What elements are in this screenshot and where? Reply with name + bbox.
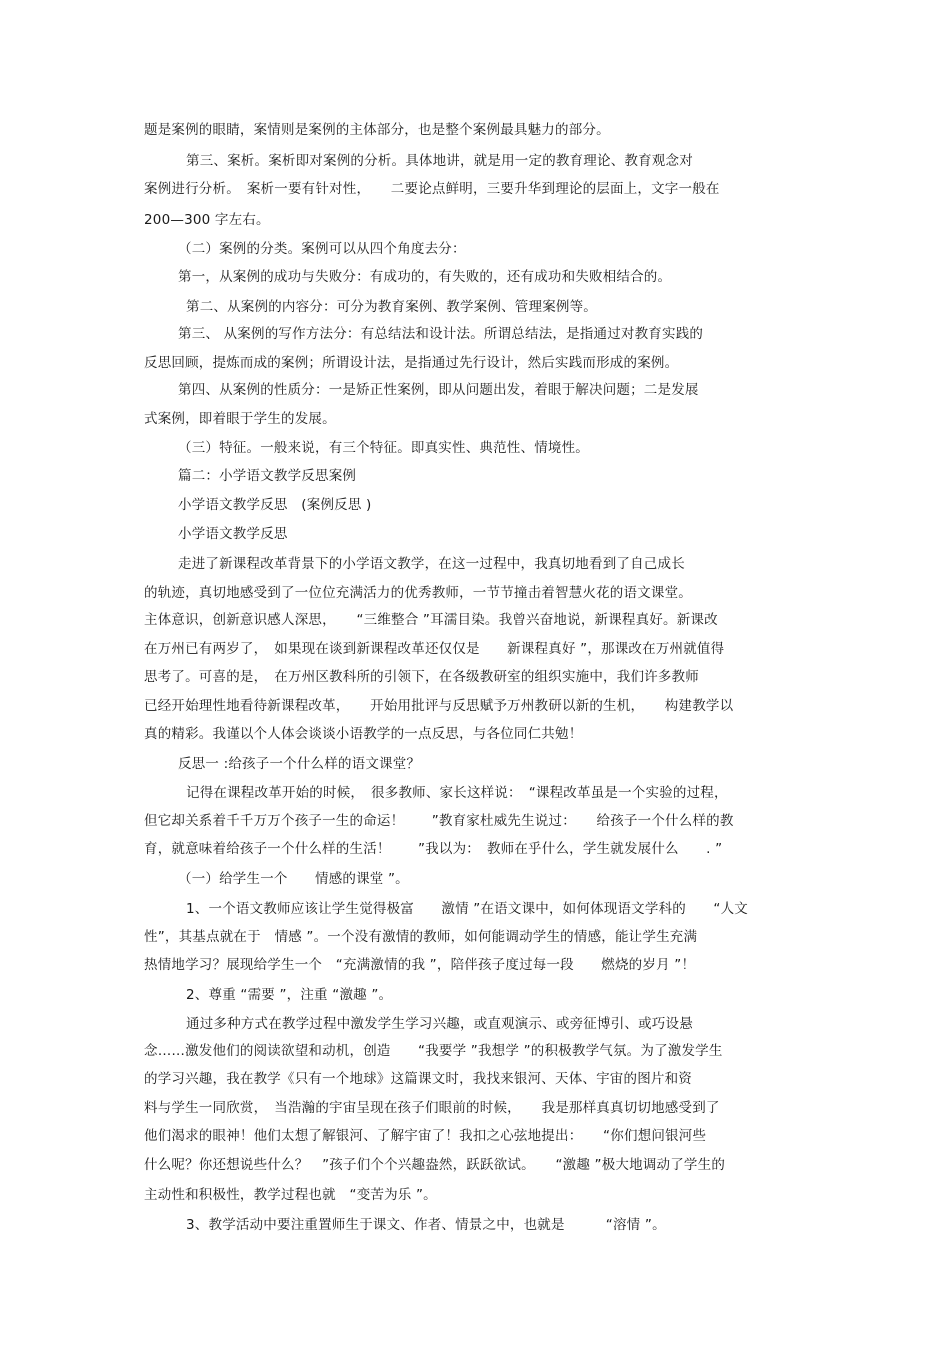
text-line: 反思回顾，提炼而成的案例；所谓设计法，是指通过先行设计，然后实践而形成的案例。	[144, 355, 679, 371]
text-line: 主动性和积极性，教学过程也就 “变苦为乐 ”。	[144, 1187, 437, 1203]
text-line: 主体意识，创新意识感人深思， “三维整合 ”耳濡目染。我曾兴奋地说，新课程真好。新课改	[144, 612, 718, 628]
text-line: 案例进行分析。 案析一要有针对性， 二要论点鲜明，三要升华到理论的层面上，文字一般在	[144, 181, 720, 197]
text-line: 第三、 从案例的写作方法分：有总结法和设计法。所谓总结法，是指通过对教育实践的	[178, 326, 704, 342]
text-line: 的轨迹，真切地感受到了一位位充满活力的优秀教师，一节节撞击着智慧火花的语文课堂。	[144, 585, 692, 601]
text-line: 热情地学习？展现给学生一个 “充满激情的我 ”，陪伴孩子度过每一段 燃烧的岁月 ”！	[144, 957, 696, 973]
text-line: 在万州已有两岁了， 如果现在谈到新课程改革还仅仅是 新课程真好 ”，那课改在万州就值得	[144, 641, 725, 657]
text-line: 第一，从案例的成功与失败分：有成功的，有失败的，还有成功和失败相结合的。	[178, 269, 672, 285]
text-line: 2、尊重 “需要 ”，注重 “激趣 ”。	[186, 987, 393, 1003]
text-line: 1、一个语文教师应该让学生觉得极富 激情 ”在语文课中，如何体现语文学科的 “人文	[186, 901, 748, 917]
text-line: 走进了新课程改革背景下的小学语文教学，在这一过程中，我真切地看到了自己成长	[178, 556, 685, 572]
text-line: 记得在课程改革开始的时候， 很多教师、家长这样说： “课程改革虽是一个实验的过程，	[186, 785, 728, 801]
text-line: 真的精彩。我谨以个人体会谈谈小语教学的一点反思，与各位同仁共勉！	[144, 726, 583, 742]
text-line: 第四、从案例的性质分：一是矫正性案例，即从问题出发，着眼于解决问题；二是发展	[178, 382, 699, 398]
text-line: 思考了。可喜的是， 在万州区教科所的引领下，在各级教研室的组织实施中，我们许多教师	[144, 669, 699, 685]
text-line: 已经开始理性地看待新课程改革， 开始用批评与反思赋予万州教研以新的生机， 构建教学以	[144, 698, 734, 714]
text-line: 的学习兴趣，我在教学《只有一个地球》这篇课文时，我找来银河、天体、宇宙的图片和资	[144, 1071, 692, 1087]
text-line: 第二、从案例的内容分：可分为教育案例、教学案例、管理案例等。	[186, 299, 597, 315]
text-line: 小学语文教学反思	[178, 526, 288, 542]
text-line: （二）案例的分类。案例可以从四个角度去分：	[178, 241, 466, 257]
text-line: 3、教学活动中要注重置师生于课文、作者、情景之中，也就是 “溶情 ”。	[186, 1217, 666, 1233]
text-line: 念……激发他们的阅读欲望和动机，创造 “我要学 ”我想学 ”的积极教学气氛。为了激发学生	[144, 1043, 723, 1059]
text-line: 他们渴求的眼神！他们太想了解银河、了解宇宙了！我扣之心弦地提出： “你们想问银河些	[144, 1128, 707, 1144]
text-line: 反思一 :给孩子一个什么样的语文课堂？	[178, 756, 421, 772]
text-line: 第三、案析。案析即对案例的分析。具体地讲，就是用一定的教育理论、教育观念对	[186, 153, 693, 169]
text-line: 性”，其基点就在于 情感 ”。一个没有激情的教师，如何能调动学生的情感，能让学生充满	[144, 929, 698, 945]
text-line: 式案例，即着眼于学生的发展。	[144, 411, 336, 427]
text-line: 育，就意味着给孩子一个什么样的生活！ ”我以为： 教师在乎什么，学生就发展什么 . ”	[144, 841, 723, 857]
text-line: 料与学生一同欣赏， 当浩瀚的宇宙呈现在孩子们眼前的时候， 我是那样真真切切地感受到了	[144, 1100, 720, 1116]
text-line: 200—300 字左右。	[144, 212, 270, 228]
text-line: 什么呢？你还想说些什么？ ”孩子们个个兴趣盎然，跃跃欲试。 “激趣 ”极大地调动了学生的	[144, 1157, 726, 1173]
text-line: 题是案例的眼睛，案情则是案例的主体部分，也是整个案例最具魅力的部分。	[144, 122, 610, 138]
text-line: 但它却关系着千千万万个孩子一生的命运！ ”教育家杜威先生说过： 给孩子一个什么样的教	[144, 813, 734, 829]
text-line: （三）特征。一般来说，有三个特征。即真实性、典范性、情境性。	[178, 440, 589, 456]
text-line: 小学语文教学反思 (案例反思 )	[178, 497, 372, 513]
section-heading: 篇二：小学语文教学反思案例	[178, 468, 357, 484]
text-line: （一）给学生一个 情感的课堂 ”。	[178, 871, 409, 887]
text-line: 通过多种方式在教学过程中激发学生学习兴趣，或直观演示、或旁征博引、或巧设悬	[186, 1016, 693, 1032]
